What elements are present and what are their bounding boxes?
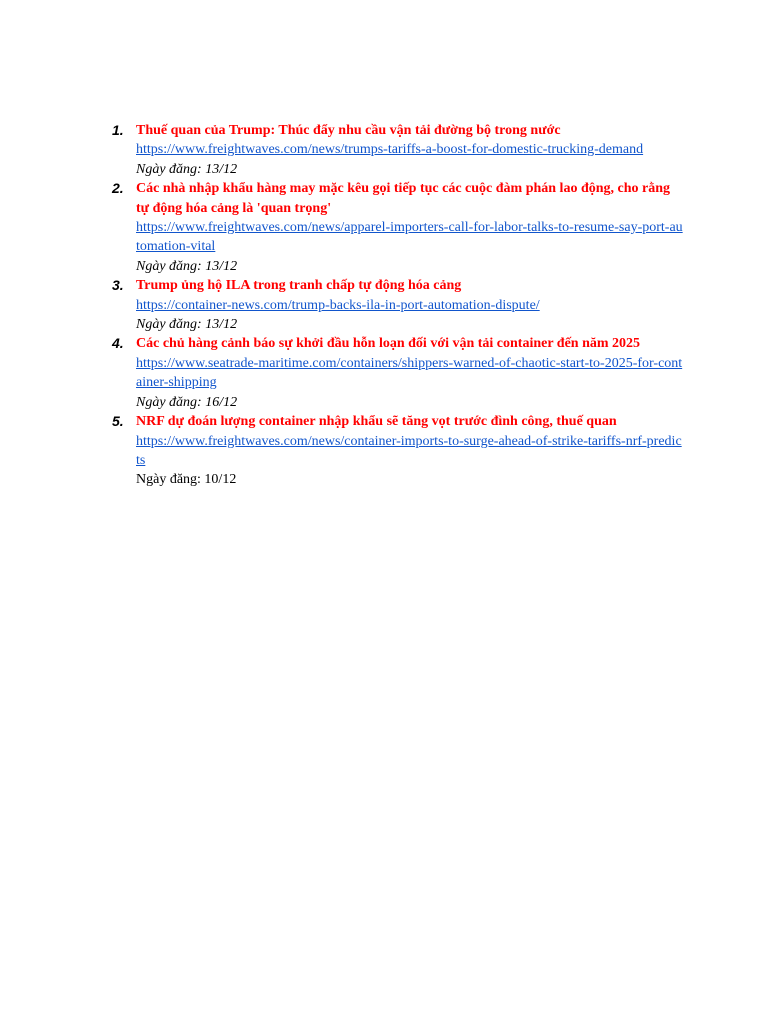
article-link[interactable]: https://www.freightwaves.com/news/apparel-importers-call-for-labor-talks-to-resume-say-port-automation-vital (136, 220, 683, 255)
article-title: Thuế quan của Trump: Thúc đẩy nhu cầu vận tải đường bộ trong nước (136, 123, 561, 138)
article-title: NRF dự đoán lượng container nhập khẩu sẽ tăng vọt trước đình công, thuế quan (136, 414, 617, 430)
news-item-5 (108, 412, 683, 490)
publish-date: Ngày đăng: 10/12 (136, 472, 237, 488)
publish-date: Ngày đăng: 13/12 (136, 258, 238, 274)
news-item-4 (108, 334, 683, 412)
list-number: 4. (112, 335, 124, 352)
publish-date: Ngày đăng: 13/12 (136, 161, 238, 177)
article-link[interactable]: https://www.freightwaves.com/news/container-imports-to-surge-ahead-of-strike-tariffs-nrf-predicts (136, 433, 682, 468)
article-title: Các chủ hàng cảnh báo sự khởi đầu hỗn loạn đối với vận tải container đến năm 2025 (136, 336, 641, 352)
publish-date: Ngày đăng: 16/12 (136, 394, 238, 410)
list-number: 1. (112, 122, 124, 138)
news-item-3 (108, 276, 683, 334)
article-link[interactable]: https://www.seatrade-maritime.com/containers/shippers-warned-of-chaotic-start-to-2025-for-container-shipping (136, 355, 683, 391)
article-link[interactable]: https://container-news.com/trump-backs-ila-in-port-automation-dispute/ (136, 297, 540, 313)
news-item-1 (108, 121, 683, 179)
article-title: Trump ủng hộ ILA trong tranh chấp tự động hóa cảng (136, 278, 462, 294)
article-link[interactable]: https://www.freightwaves.com/news/trumps-tariffs-a-boost-for-domestic-trucking-demand (136, 142, 644, 158)
list-number: 5. (112, 413, 124, 430)
list-number: 2. (112, 180, 124, 197)
list-number: 3. (112, 277, 124, 294)
news-list (108, 121, 683, 490)
article-title: Các nhà nhập khẩu hàng may mặc kêu gọi tiếp tục các cuộc đàm phán lao động, cho rằng tự động hóa cảng là 'quan trọng' (136, 181, 671, 216)
news-item-2 (108, 179, 683, 276)
publish-date: Ngày đăng: 13/12 (136, 317, 238, 333)
